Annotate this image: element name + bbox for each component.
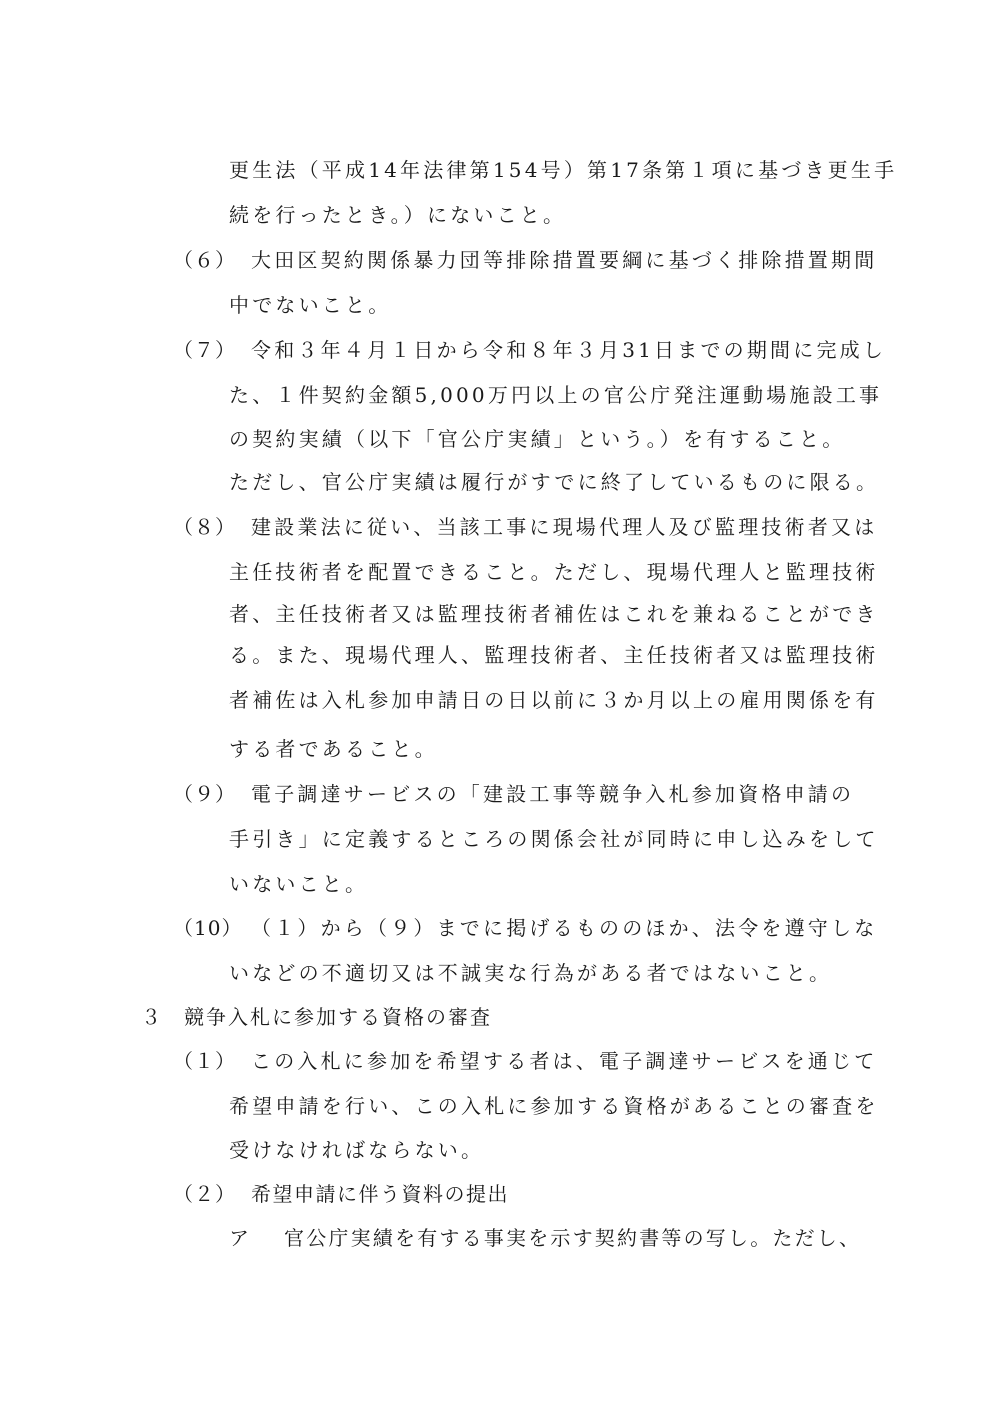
text-line: 受けなければならない。 bbox=[229, 1138, 485, 1162]
text-line: する者であること。 bbox=[229, 737, 438, 761]
text-line: 主任技術者を配置できること。ただし、現場代理人と監理技術 bbox=[229, 560, 879, 584]
text-line: る。また、現場代理人、監理技術者、主任技術者又は監理技術 bbox=[229, 643, 879, 667]
text-line: 者、主任技術者又は監理技術者補佐はこれを兼ねることができ bbox=[229, 602, 879, 626]
text-line: この入札に参加を希望する者は、電子調達サービスを通じて bbox=[251, 1049, 878, 1073]
text-line: （１）から（９）までに掲げるもののほか、法令を遵守しな bbox=[251, 916, 878, 940]
text-line: 令和３年４月１日から令和８年３月31日までの期間に完成し bbox=[251, 338, 887, 362]
text-line: 希望申請に伴う資料の提出 bbox=[251, 1182, 509, 1206]
text-line: 中でないこと。 bbox=[229, 293, 392, 317]
text-line: 続を行ったとき。）にないこと。 bbox=[229, 203, 567, 227]
section-title: 競争入札に参加する資格の審査 bbox=[184, 1005, 492, 1029]
text-line: 官公庁実績を有する事実を示す契約書等の写し。ただし、 bbox=[284, 1226, 862, 1250]
text-line: 更生法（平成14年法律第154号）第17条第１項に基づき更生手 bbox=[229, 158, 898, 182]
text-line: の契約実績（以下「官公庁実績」という。）を有すること。 bbox=[229, 427, 846, 451]
sub-item-marker: ア bbox=[229, 1226, 249, 1250]
text-line: 希望申請を行い、この入札に参加する資格があることの審査を bbox=[229, 1094, 879, 1118]
text-line: いなどの不適切又は不誠実な行為がある者ではないこと。 bbox=[229, 961, 833, 985]
item-marker: （９） bbox=[173, 782, 236, 806]
text-line: 大田区契約関係暴力団等排除措置要綱に基づく排除措置期間 bbox=[251, 248, 878, 272]
item-marker: （７） bbox=[173, 338, 236, 362]
text-line: ただし、官公庁実績は履行がすでに終了しているものに限る。 bbox=[229, 470, 880, 494]
item-marker: （10） bbox=[173, 916, 243, 940]
item-marker: （２） bbox=[173, 1182, 236, 1206]
text-line: 電子調達サービスの「建設工事等競争入札参加資格申請の bbox=[251, 782, 855, 806]
text-line: 者補佐は入札参加申請日の日以前に３か月以上の雇用関係を有 bbox=[229, 688, 879, 712]
text-line: いないこと。 bbox=[229, 872, 369, 896]
item-marker: （８） bbox=[173, 515, 236, 539]
item-marker: （１） bbox=[173, 1049, 236, 1073]
text-line: 手引き」に定義するところの関係会社が同時に申し込みをして bbox=[229, 827, 879, 851]
text-line: た、１件契約金額5,000万円以上の官公庁発注運動場施設工事 bbox=[229, 383, 883, 407]
text-line: 建設業法に従い、当該工事に現場代理人及び監理技術者又は bbox=[251, 515, 878, 539]
item-marker: （６） bbox=[173, 248, 236, 272]
section-number: ３ bbox=[141, 1005, 161, 1029]
